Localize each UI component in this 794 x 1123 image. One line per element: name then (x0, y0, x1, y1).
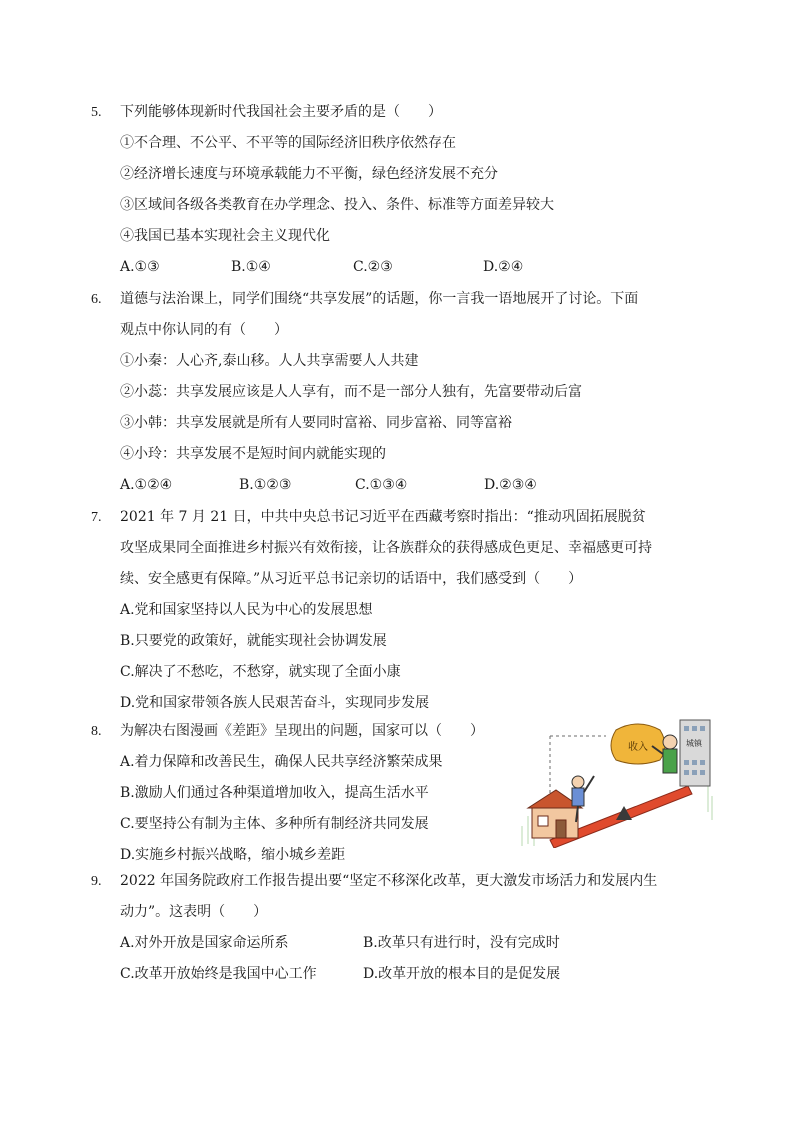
question-stem: 2021 年 7 月 21 日，中共中央总书记习近平在西藏考察时指出：“推动巩固拓展脱贫攻坚成果同全面推进乡村振兴有效衔接，让各族群众的获得感成色更足、幸福感更可持续、安全感更有保障。”从习近平总书记亲切的话语中，我们感受到（ ） (120, 509, 652, 587)
option-d[interactable]: D.②④ (483, 259, 524, 275)
statement-item: ②小蕊：共享发展应该是人人享有，而不是一部分人独有，先富要带动后富 (120, 384, 582, 400)
option-a[interactable]: A.着力保障和改善民生，确保人民共享经济繁荣成果 (120, 754, 443, 770)
option-b[interactable]: B.激励人们通过各种渠道增加收入，提高生活水平 (120, 785, 429, 801)
question-stem: 下列能够体现新时代我国社会主要矛盾的是（ ） (120, 104, 442, 120)
option-d[interactable]: D.改革开放的根本目的是促发展 (363, 966, 561, 982)
option-b[interactable]: B.①④ (231, 259, 271, 275)
question-5 (91, 97, 711, 283)
option-d[interactable]: D.党和国家带领各族人民艰苦奋斗，实现同步发展 (120, 695, 430, 711)
statement-item: ②经济增长速度与环境承载能力不平衡，绿色经济发展不充分 (120, 166, 498, 182)
question-number: 8. (91, 724, 102, 739)
city-building (680, 720, 710, 786)
option-a[interactable]: A.对外开放是国家命运所系 (120, 935, 289, 951)
income-bag (611, 724, 665, 764)
option-c[interactable]: C.要坚持公有制为主体、多种所有制经济共同发展 (120, 816, 429, 832)
option-c[interactable]: C.改革开放始终是我国中心工作 (120, 966, 317, 982)
question-number: 7. (91, 510, 102, 525)
statement-item: ③小韩：共享发展就是所有人要同时富裕、同步富裕、同等富裕 (120, 415, 512, 431)
question-9 (91, 866, 711, 990)
statement-item: ①小秦：人心齐,泰山移。人人共享需要人人共建 (120, 353, 419, 369)
option-a[interactable]: A.党和国家坚持以人民为中心的发展思想 (120, 602, 373, 618)
question-7 (91, 502, 711, 719)
statement-item: ④我国已基本实现社会主义现代化 (120, 228, 330, 244)
question-stem: 道德与法治课上，同学们围绕“共享发展”的话题，你一言我一语地展开了讨论。下面观点中你认同的有（ ） (120, 291, 639, 338)
question-6 (91, 284, 711, 501)
option-c[interactable]: C.①③④ (355, 477, 408, 493)
question-stem: 为解决右图漫画《差距》呈现出的问题，国家可以（ ） (120, 723, 484, 739)
answer-options-row-2 (120, 959, 711, 990)
question-number: 9. (91, 874, 102, 889)
option-a[interactable]: A.①②④ (120, 477, 173, 493)
gap-cartoon (520, 716, 716, 848)
option-c[interactable]: C.②③ (353, 259, 393, 275)
option-d[interactable]: D.②③④ (484, 477, 537, 493)
option-c[interactable]: C.解决了不愁吃，不愁穿，就实现了全面小康 (120, 664, 401, 680)
option-b[interactable]: B.①②③ (239, 477, 292, 493)
question-number: 6. (91, 292, 102, 307)
option-d[interactable]: D.实施乡村振兴战略，缩小城乡差距 (120, 847, 346, 863)
statement-item: ③区域间各级各类教育在办学理念、投入、条件、标准等方面差异较大 (120, 197, 554, 213)
city-building-label: 城镇 (686, 739, 702, 748)
answer-options (120, 252, 711, 283)
option-a[interactable]: A.①③ (120, 259, 160, 275)
option-b[interactable]: B.改革只有进行时，没有完成时 (363, 935, 560, 951)
statement-item: ④小玲：共享发展不是短时间内就能实现的 (120, 446, 386, 462)
option-b[interactable]: B.只要党的政策好，就能实现社会协调发展 (120, 633, 387, 649)
answer-options-row-1 (120, 928, 711, 959)
answer-options (120, 470, 711, 501)
statement-item: ①不合理、不公平、不平等的国际经济旧秩序依然存在 (120, 135, 456, 151)
income-bag-label: 收入 (628, 742, 648, 753)
question-number: 5. (91, 105, 102, 120)
question-stem: 2022 年国务院政府工作报告提出要“坚定不移深化改革，更大激发市场活力和发展内生动力”。这表明（ ） (120, 873, 658, 920)
